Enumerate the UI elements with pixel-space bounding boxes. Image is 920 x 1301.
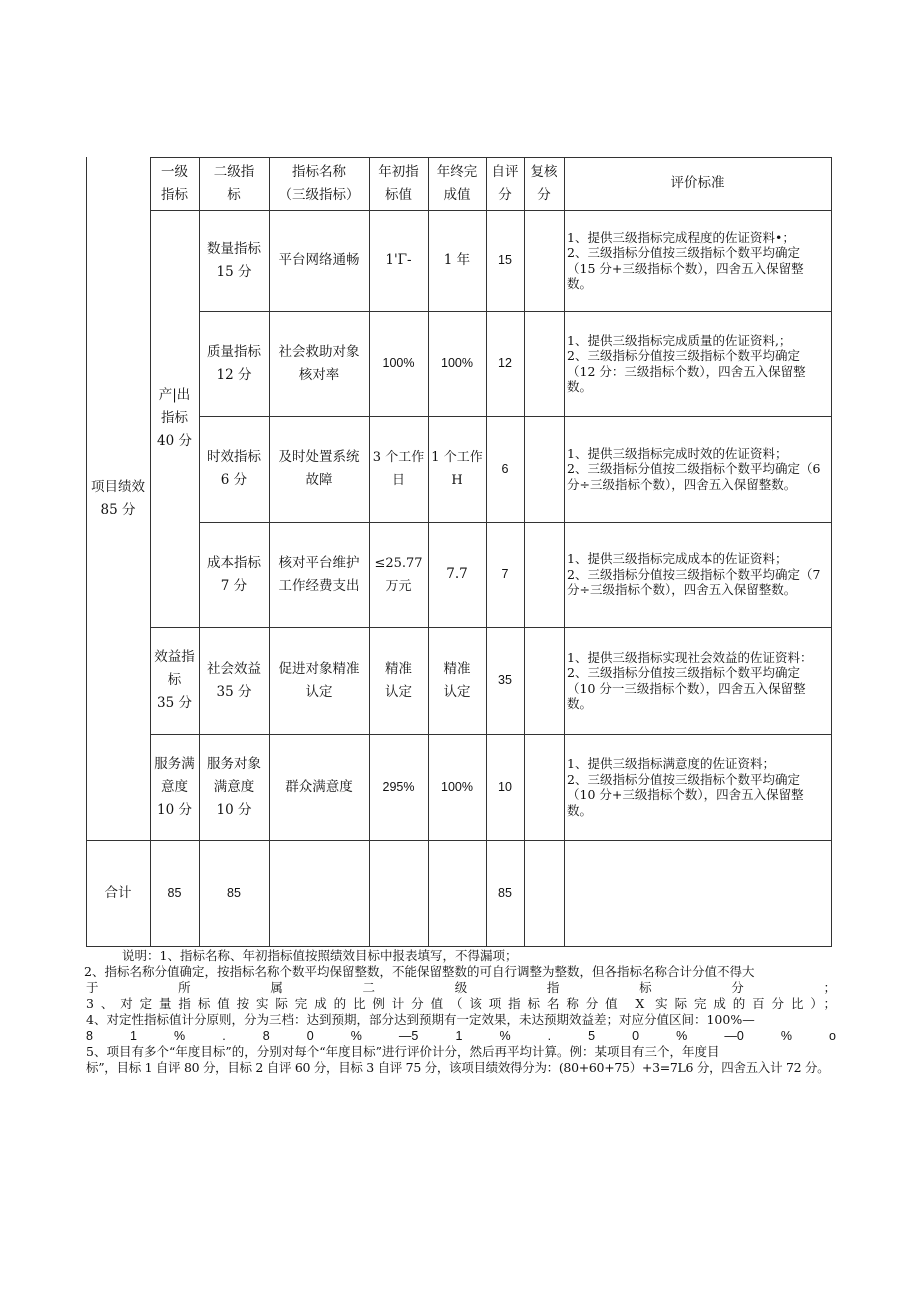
header-indicator-name: 指标名称 （三级指标） — [278, 163, 360, 203]
table-row-name: 促进对象精准 认定 — [278, 660, 360, 700]
table-row-level2: 质量指标 12 分 — [207, 343, 261, 383]
table-row-self-score: 10 — [498, 779, 512, 794]
level1-satisfaction-indicator: 服务满 意度 10 分 — [154, 755, 195, 818]
table-row-criteria: 1、提供三级指标完成程度的佐证资料•； 2、三级指标分值按三级指标个数平均确定（15 分+三级指标个数），四舍五入保留整数。 — [567, 229, 804, 291]
table-row-level2: 数量指标 15 分 — [207, 240, 261, 280]
header-self-score: 自评 分 — [491, 163, 519, 203]
total-level1: 85 — [167, 885, 182, 900]
note-line: 4、对定性指标值计分原则，分为三档：达到预期，部分达到预期有一定效果，未达预期效益差；对应分值区间：100%— — [86, 1012, 755, 1027]
table-row-initial: 1'Γ- — [385, 252, 412, 268]
total-label: 合计 — [104, 884, 132, 901]
table-row-self-score: 7 — [501, 567, 509, 581]
table-row-final: 7.7 — [446, 566, 468, 582]
note-line: 8 1 % . 8 0 % —5 1 % . 5 0 % —0 % o — [86, 1029, 836, 1043]
note-line: 说明：1、指标名称、年初指标值按照绩效目标中报表填写，不得漏项； — [122, 948, 518, 963]
header-level2: 二级指 标 — [213, 163, 255, 203]
table-row-self-score: 15 — [498, 253, 512, 267]
table-row-criteria: 1、提供三级指标完成时效的佐证资料； 2、三级指标分值按二级指标个数平均确定（6 分÷三级指标个数），四舍五入保留整数。 — [567, 445, 821, 492]
note-line: 标”，目标 1 自评 80 分，目标 2 自评 60 分，目标 3 自评 75 分，该项目绩效得分为：(80+60+75）+3=7L6 分，四舍五入计 72 分。 — [86, 1060, 830, 1075]
table-row-level2: 社会效益 35 分 — [207, 660, 261, 700]
table-row-review-score — [524, 627, 564, 734]
table-row-initial: 3 个工作 日 — [372, 450, 425, 488]
table-row-initial: ≤25.77 万元 — [374, 555, 423, 594]
table-row-initial: 100% — [382, 356, 415, 370]
header-initial-value: 年初指 标值 — [378, 163, 419, 203]
note-line: 于 所 属 二 级 指 标 分 ； — [86, 980, 836, 995]
table-row-level2: 时效指标 6 分 — [207, 449, 261, 488]
table-row-level2: 成本指标 7 分 — [207, 554, 261, 594]
group-label-project-performance: 项目绩效 85 分 — [91, 478, 145, 518]
table-row-name: 群众满意度 — [285, 778, 353, 795]
header-final-value: 年终完 成值 — [436, 163, 478, 203]
table-row-criteria: 1、提供三级指标完成成本的佐证资料； 2、三级指标分值按三级指标个数平均确定（7 分÷三级指标个数），四舍五入保留整数。 — [567, 551, 821, 598]
table-row-review-score — [524, 416, 564, 522]
table-row-review-score — [524, 734, 564, 840]
table-row-name: 核对平台维护 工作经费支出 — [278, 554, 360, 594]
table-row-self-score: 35 — [498, 673, 512, 687]
table-row-self-score: 6 — [501, 461, 509, 476]
note-line: 2、指标名称分值确定，按指标名称个数平均保留整数，不能保留整数的可自行调整为整数，但各指标名称合计分值不得大 — [84, 964, 755, 979]
total-self-score: 85 — [498, 885, 512, 900]
header-criteria: 评价标准 — [670, 175, 725, 191]
table-row-final: 100% — [441, 779, 473, 794]
note-line: 5、项目有多个“年度目标”的，分别对每个“年度目标”进行评价计分，然后再平均计算。例：某项目有三个，年度目 — [86, 1044, 720, 1059]
table-row-name: 社会救助对象 核对率 — [278, 343, 360, 383]
note-line: 3、对定量指标值按实际完成的比例计分值（该项指标名称分值 X 实际完成的百分比）； — [86, 996, 836, 1011]
level1-output-indicator: 产|出 指标 40 分 — [157, 387, 192, 449]
table-row-review-score — [524, 522, 564, 627]
table-row-level2: 服务对象 满意度 10 分 — [207, 755, 261, 818]
level1-benefit-indicator: 效益指 标 35 分 — [154, 649, 195, 711]
table-row-final: 精准 认定 — [443, 660, 471, 700]
table-row-name: 平台网络通畅 — [278, 252, 360, 268]
header-review-score: 复核 分 — [530, 163, 558, 203]
table-row-final: 1 年 — [443, 252, 471, 268]
table-row-review-score — [524, 210, 564, 311]
table-row-review-score — [524, 311, 564, 416]
header-level1: 一级 指标 — [161, 163, 188, 203]
notes-section — [86, 948, 836, 1076]
table-row-criteria: 1、提供三级指标完成质量的佐证资料,； 2、三级指标分值按三级指标个数平均确定（12 分：三级指标个数），四舍五入保留整数。 — [567, 332, 806, 394]
table-row-self-score: 12 — [498, 356, 512, 370]
table-row-name: 及时处置系统 故障 — [278, 449, 360, 488]
table-row-criteria: 1、提供三级指标实现社会效益的佐证资料： 2、三级指标分值按三级指标个数平均确定（10 分一三级指标个数），四舍五入保留整数。 — [567, 649, 813, 711]
table-row-initial: 精准 认定 — [385, 660, 412, 700]
table-row-criteria: 1、提供三级指标满意度的佐证资料； 2、三级指标分值按三级指标个数平均确定（10 分+三级指标个数），四舍五入保留整数。 — [567, 756, 804, 818]
table-row-initial: 295% — [382, 779, 415, 794]
table-row-final: 1 个工作 H — [431, 450, 483, 488]
table-row-final: 100% — [441, 356, 473, 370]
total-level2: 85 — [227, 885, 241, 900]
